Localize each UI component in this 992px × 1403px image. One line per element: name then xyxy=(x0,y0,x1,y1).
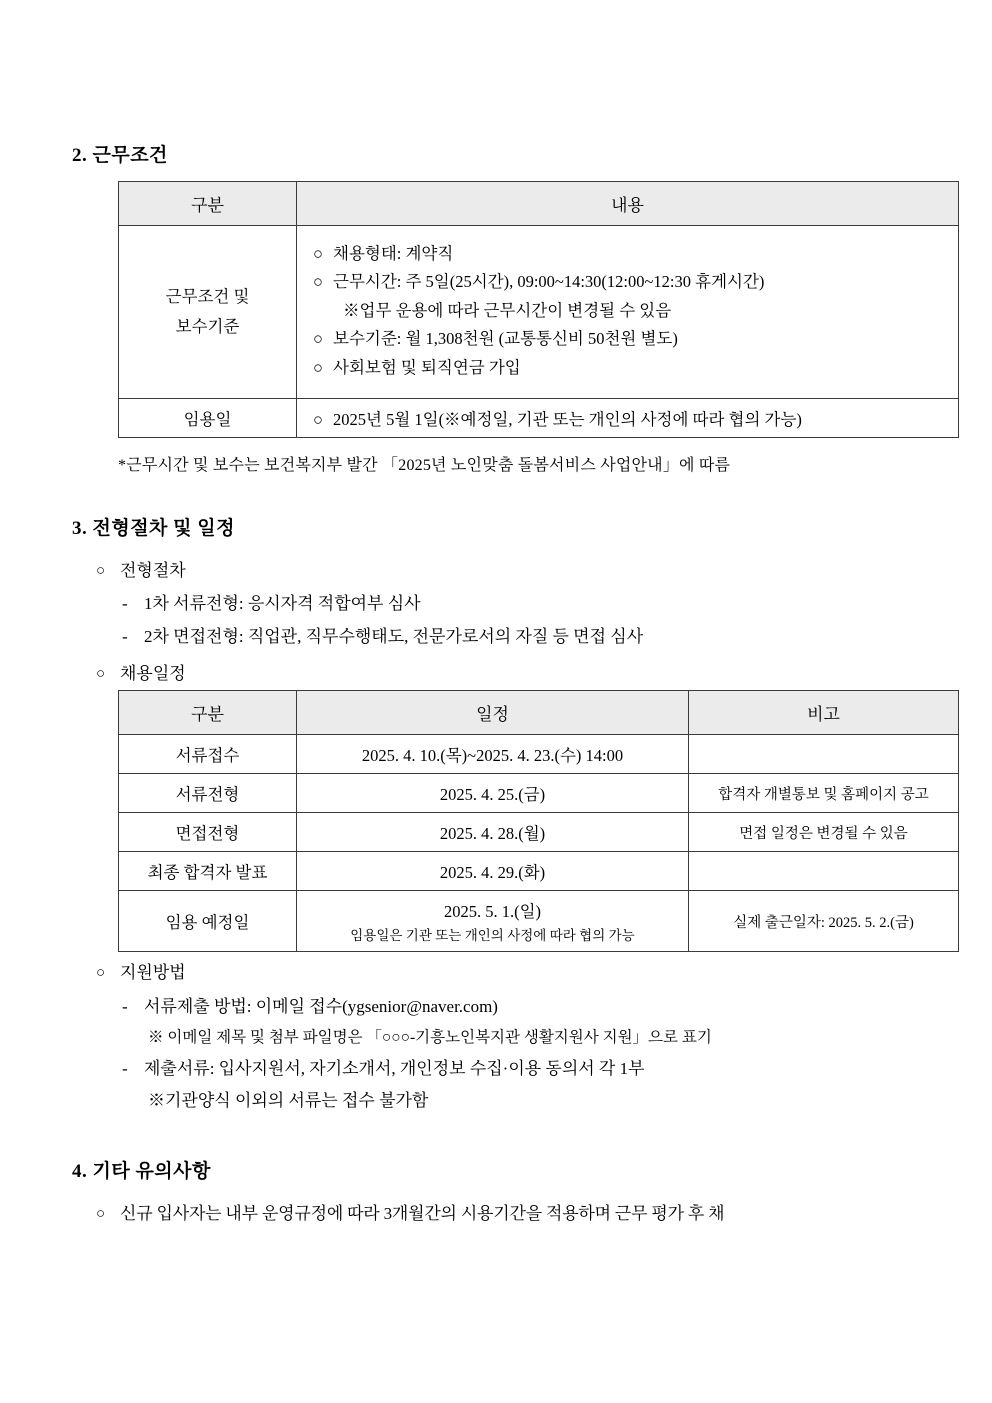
table-header-row xyxy=(119,691,959,735)
list-item-process xyxy=(96,554,922,587)
circle-bullet-icon: ○ xyxy=(96,666,106,683)
row-label-appointment-date: 임용일 xyxy=(119,398,297,437)
list-item xyxy=(122,587,922,620)
row-label-line1: 근무조건 및 xyxy=(165,287,250,307)
column-header-category: 구분 xyxy=(119,182,297,226)
list-item xyxy=(313,354,942,382)
circle-bullet-icon: ○ xyxy=(96,562,106,579)
schedule-list xyxy=(96,657,922,690)
circle-bullet-icon: ○ xyxy=(313,244,323,263)
process-sublist xyxy=(122,587,922,653)
column-header-schedule: 일정 xyxy=(297,691,689,735)
list-item xyxy=(122,1052,922,1085)
row-label-work-conditions xyxy=(119,226,297,399)
list-item-application-method xyxy=(96,956,922,989)
list-item-text: 채용형태: 계약직 xyxy=(333,244,454,263)
section-heading-notice: 4. 기타 유의사항 xyxy=(72,1160,211,1182)
section-heading-work-conditions: 2. 근무조건 xyxy=(72,145,168,166)
row-content-appointment-date xyxy=(297,398,959,437)
list-item xyxy=(122,620,922,653)
row-label-line2: 보수기준 xyxy=(175,316,240,336)
documents-sublist xyxy=(122,1052,922,1085)
list-item-text: 제출서류: 입사지원서, 자기소개서, 개인정보 수집·이용 동의서 각 1부 xyxy=(144,1059,645,1079)
table-row xyxy=(119,398,959,437)
schedule-category: 임용 예정일 xyxy=(119,891,297,952)
notice-list xyxy=(96,1197,922,1230)
circle-bullet-icon: ○ xyxy=(313,272,323,292)
schedule-date xyxy=(297,891,689,952)
list-item-text: 채용일정 xyxy=(120,664,186,684)
schedule-category: 서류전형 xyxy=(119,774,297,813)
list-item xyxy=(313,240,942,268)
circle-bullet-icon: ○ xyxy=(313,357,323,377)
note-text: ※기관양식 이외의 서류는 접수 불가함 xyxy=(148,1091,429,1111)
schedule-category: 면접전형 xyxy=(119,813,297,852)
list-item-text: 1차 서류전형: 응시자격 적합여부 심사 xyxy=(144,594,421,614)
schedule-note xyxy=(689,852,959,891)
dash-bullet-icon: - xyxy=(122,594,128,614)
list-item-text: 사회보험 및 퇴직연금 가입 xyxy=(333,357,521,377)
list-item-text: 2025년 5월 1일(※예정일, 기관 또는 개인의 사정에 따라 협의 가능) xyxy=(333,409,802,429)
schedule-date-sub: 임용일은 기관 또는 개인의 사정에 따라 협의 가능 xyxy=(350,928,635,944)
work-conditions-footnote: *근무시간 및 보수는 보건복지부 발간 「2025년 노인맞춤 돌봄서비스 사업안내」에 따름 xyxy=(118,456,731,474)
process-list xyxy=(96,554,922,587)
column-header-category: 구분 xyxy=(119,691,297,735)
table-row xyxy=(119,774,959,813)
list-item xyxy=(122,990,922,1023)
dash-bullet-icon: - xyxy=(122,627,128,647)
schedule-note: 면접 일정은 변경될 수 있음 xyxy=(689,813,959,852)
schedule-category: 최종 합격자 발표 xyxy=(119,852,297,891)
list-item-text: 신규 입사자는 내부 운영규정에 따라 3개월간의 시용기간을 적용하며 근무 평가 후 채 xyxy=(120,1203,725,1223)
column-header-note: 비고 xyxy=(689,691,959,735)
circle-bullet-icon: ○ xyxy=(313,329,323,349)
application-method-sublist xyxy=(122,990,922,1023)
documents-note xyxy=(148,1085,922,1117)
table-row xyxy=(119,852,959,891)
schedule-category: 서류접수 xyxy=(119,735,297,774)
list-item-schedule xyxy=(96,657,922,690)
list-item xyxy=(313,268,942,296)
list-item-text: 지원방법 xyxy=(120,963,186,983)
schedule-date: 2025. 4. 28.(월) xyxy=(297,813,689,852)
column-header-content: 내용 xyxy=(297,182,959,226)
work-conditions-table xyxy=(118,181,959,438)
list-item xyxy=(313,325,942,353)
schedule-note: 합격자 개별통보 및 홈페이지 공고 xyxy=(689,774,959,813)
circle-bullet-icon: ○ xyxy=(313,409,323,429)
table-row xyxy=(119,891,959,952)
circle-bullet-icon: ○ xyxy=(96,1205,106,1222)
note-text: ※ 이메일 제목 및 첨부 파일명은 「○○○-기흥노인복지관 생활지원사 지원」으로 표기 xyxy=(148,1028,712,1046)
schedule-date: 2025. 4. 25.(금) xyxy=(297,774,689,813)
list-item-notice xyxy=(96,1197,922,1230)
table-row xyxy=(119,813,959,852)
row-content-work-conditions xyxy=(297,226,959,399)
application-method-list xyxy=(96,956,922,989)
table-row xyxy=(119,735,959,774)
dash-bullet-icon: - xyxy=(122,1059,128,1079)
circle-bullet-icon: ○ xyxy=(96,965,106,982)
list-item-text: 보수기준: 월 1,308천원 (교통통신비 50천원 별도) xyxy=(333,329,678,349)
schedule-date: 2025. 4. 10.(목)~2025. 4. 23.(수) 14:00 xyxy=(297,735,689,774)
schedule-date: 2025. 4. 29.(화) xyxy=(297,852,689,891)
dash-bullet-icon: - xyxy=(122,996,128,1016)
email-title-note xyxy=(148,1023,922,1052)
work-hours-note: ※업무 운용에 따라 근무시간이 변경될 수 있음 xyxy=(343,300,672,320)
schedule-note xyxy=(689,735,959,774)
schedule-date-main: 2025. 5. 1.(일) xyxy=(443,902,542,922)
table-row xyxy=(119,226,959,399)
schedule-note: 실제 출근일자: 2025. 5. 2.(금) xyxy=(689,891,959,952)
list-item-text: 서류제출 방법: 이메일 접수(ygsenior@naver.com) xyxy=(144,996,498,1016)
list-item-text: 전형절차 xyxy=(120,560,186,580)
section-heading-process: 3. 전형절차 및 일정 xyxy=(72,517,235,539)
list-item xyxy=(313,406,950,430)
schedule-table xyxy=(118,690,959,952)
list-item-text: 근무시간: 주 5일(25시간), 09:00~14:30(12:00~12:30 휴게시간) xyxy=(333,272,765,292)
table-header-row xyxy=(119,182,959,226)
list-item-text: 2차 면접전형: 직업관, 직무수행태도, 전문가로서의 자질 등 면접 심사 xyxy=(144,627,644,647)
